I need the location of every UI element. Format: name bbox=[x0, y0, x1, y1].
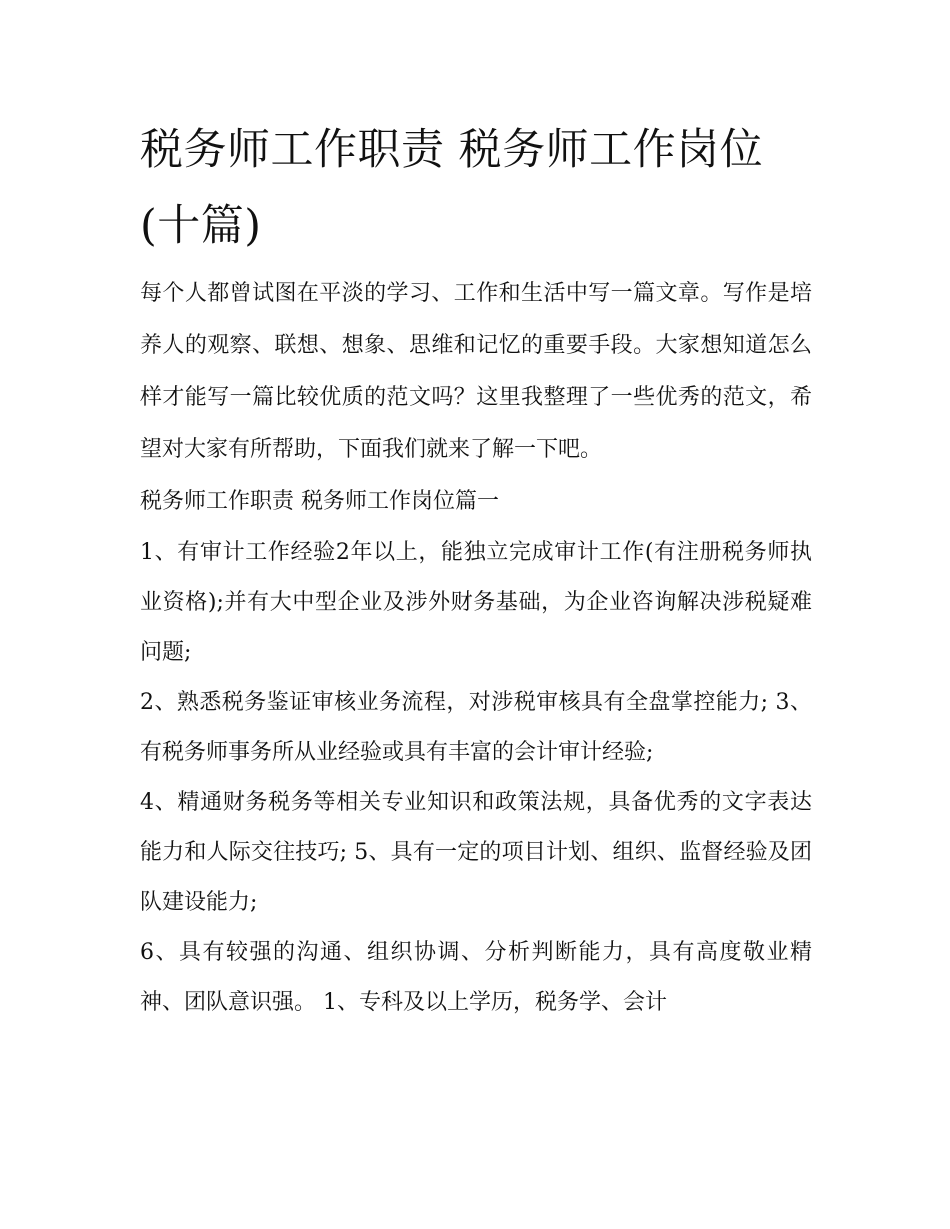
intro-paragraph: 每个人都曾试图在平淡的学习、工作和生活中写一篇文章。写作是培养人的观察、联想、想象、思维和记忆的重要手段。大家想知道怎么样才能写一篇比较优质的范文吗？这里我整理了一些优秀的范文，希望对大家有所帮助，下面我们就来了解一下吧。 bbox=[140, 281, 812, 462]
section-heading: 税务师工作职责 税务师工作岗位篇一 bbox=[140, 489, 499, 514]
document-body bbox=[140, 112, 812, 1028]
duty-paragraph-4: 6、具有较强的沟通、组织协调、分析判断能力，具有高度敬业精神、团队意识强。 1、专科及以上学历，税务学、会计 bbox=[140, 940, 812, 1015]
duty-paragraph-2: 2、熟悉税务鉴证审核业务流程，对涉税审核具有全盘掌控能力; 3、有税务师事务所从业经验或具有丰富的会计审计经验; bbox=[140, 690, 812, 765]
duty-paragraph-1: 1、有审计工作经验2年以上，能独立完成审计工作(有注册税务师执业资格);并有大中型企业及涉外财务基础，为企业咨询解决涉税疑难问题; bbox=[140, 540, 812, 665]
duty-paragraph-3: 4、精通财务税务等相关专业知识和政策法规，具备优秀的文字表达能力和人际交往技巧; 5、具有一定的项目计划、组织、监督经验及团队建设能力; bbox=[140, 790, 812, 915]
document-title: 税务师工作职责 税务师工作岗位(十篇) bbox=[140, 125, 764, 251]
